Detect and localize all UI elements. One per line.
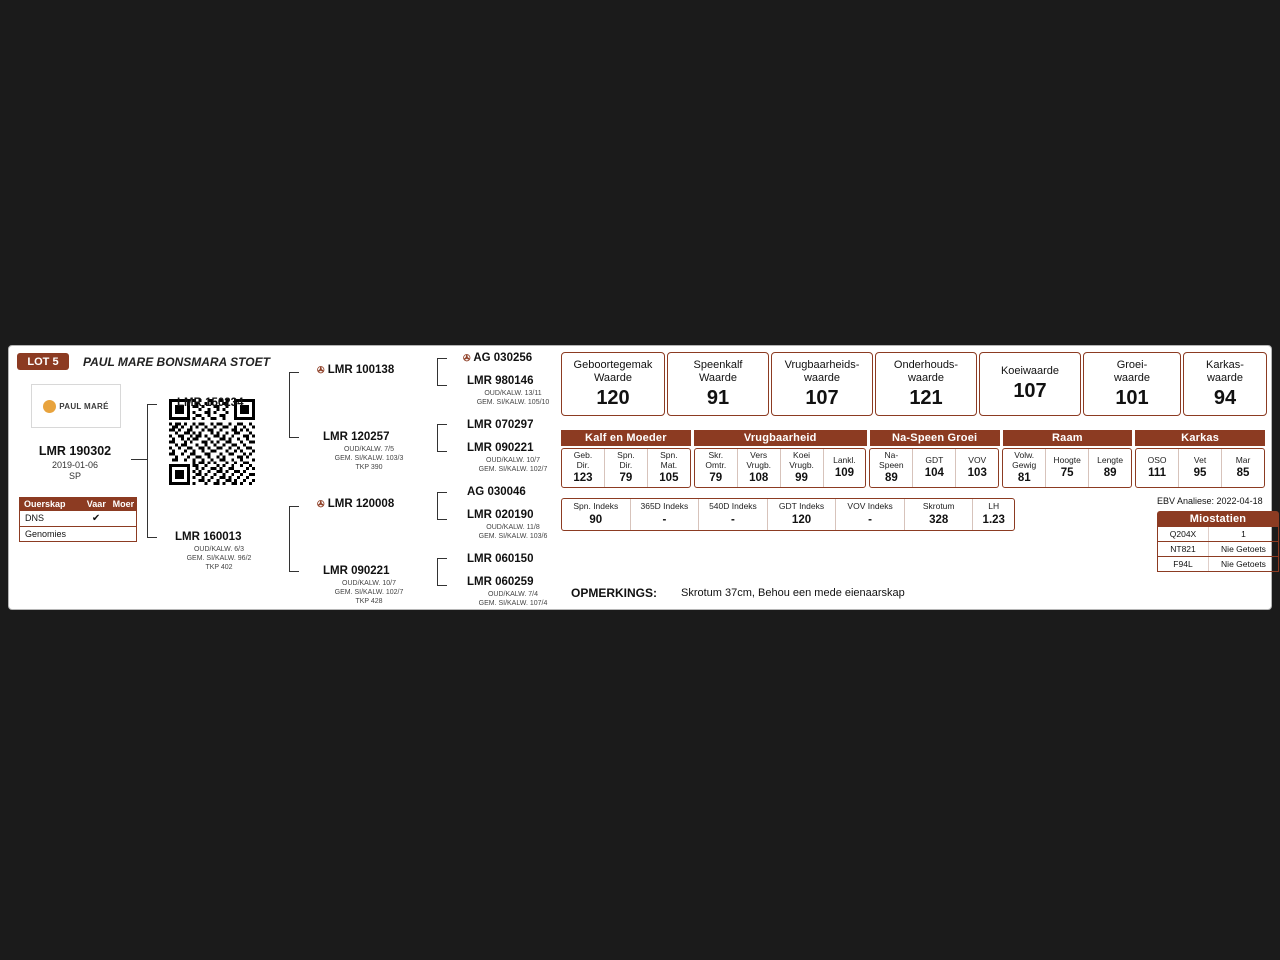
index-value: 94 [1213, 386, 1237, 409]
ebv-group-kalf-en-moeder: Kalf en Moeder [561, 430, 691, 446]
pedigree-gen3-5: AG 030046 [467, 486, 526, 498]
indeks-540d: 540D Indeks - [699, 499, 768, 530]
pedigree-dam-details: OUD/KALW. 6/3 GEM. SI/KALW. 96/2 TKP 402 [186, 546, 252, 571]
indeks-vov: VOV Indeks - [836, 499, 905, 530]
pedigree-bracket-gen1 [147, 404, 148, 538]
table-row [19, 527, 137, 542]
pedigree-connector [131, 459, 147, 460]
pedigree-gen3-8: LMR 060259 [467, 576, 534, 588]
ebv-cell-skr-omtr: Skr. Omtr. 79 [695, 449, 738, 487]
pedigree-gen2-1: ✇ LMR 100138 [317, 364, 395, 376]
pedigree-gen3-7: LMR 060150 [467, 553, 534, 565]
ebv-group-headers [561, 430, 1265, 446]
pedigree-gen3-2: LMR 980146 [467, 375, 534, 387]
semen-icon: ✇ [317, 365, 325, 375]
ebv-cell-geb-dir: Geb. Dir. 123 [562, 449, 605, 487]
ebv-cell-spn-dir: Spn. Dir. 79 [605, 449, 648, 487]
index-label: Onderhouds- waarde [893, 358, 959, 384]
index-box-vrugbaarheid [771, 352, 873, 416]
ebv-group-cells-kalf [561, 448, 691, 488]
remarks-label: OPMERKINGS: [571, 586, 658, 600]
index-box-groeiwaarde [1083, 352, 1181, 416]
semen-icon: ✇ [463, 353, 471, 363]
parentage-label-genomies: Genomies [25, 529, 67, 539]
index-value: 120 [596, 386, 630, 409]
ebv-cell-vov: VOV 103 [967, 454, 987, 480]
pedigree-dam: LMR 160013 [175, 531, 242, 543]
index-value: 91 [706, 386, 730, 409]
index-box-koeiwaarde [979, 352, 1081, 416]
pedigree-bracket-g3a [437, 358, 438, 386]
ebv-group-raam: Raam [1003, 430, 1133, 446]
pedigree-gen3-8-details: OUD/KALW. 7/4 GEM. SI/KALW. 107/4 [478, 591, 548, 607]
animal-birthdate: 2019-01-06 [51, 460, 99, 470]
ebv-group-cells-naspeen [869, 448, 999, 488]
pedigree-gen3-3: LMR 070297 [467, 419, 534, 431]
pedigree-gen2-2-details: OUD/KALW. 7/5 GEM. SI/KALW. 103/3 TKP 390 [334, 446, 404, 471]
miostatien-value-nt821: Nie Getoets [1221, 544, 1266, 554]
table-row [1157, 527, 1279, 542]
ebv-cell-spn-mat: Spn. Mat. 105 [659, 450, 679, 484]
indeks-365d: 365D Indeks - [631, 499, 700, 530]
stud-name: PAUL MARE BONSMARA STOET [83, 355, 270, 369]
miostatien-table [1157, 511, 1279, 572]
semen-icon: ✇ [317, 499, 325, 509]
miostatien-key-nt821: NT821 [1158, 542, 1209, 556]
logo-text: PAUL MARÉ [59, 401, 109, 411]
index-value: 101 [1115, 386, 1149, 409]
pedigree-bracket-g3b [437, 424, 438, 452]
ebv-group-cells-raam [1002, 448, 1132, 488]
parentage-header [19, 497, 137, 511]
indeks-lh: LH 1.23 [982, 501, 1005, 526]
ebv-cell-koei-vrugb: Koei Vrugb. 99 [781, 449, 824, 487]
pedigree-gen3-4-details: OUD/KALW. 10/7 GEM. SI/KALW. 102/7 [478, 457, 548, 473]
indeks-gdt: GDT Indeks 120 [768, 499, 837, 530]
pedigree-gen3-4: LMR 090221 [467, 442, 534, 454]
ebv-cell-gdt: GDT 104 [913, 449, 956, 487]
miostatien-key-q204x: Q204X [1158, 527, 1209, 541]
ebv-cell-mar: Mar 85 [1235, 454, 1251, 480]
ebv-table [561, 430, 1265, 488]
index-box-geboortegemak [561, 352, 665, 416]
index-label: Speenkalf Waarde [693, 358, 743, 384]
ebv-group-karkas: Karkas [1135, 430, 1265, 446]
table-row [1157, 542, 1279, 557]
pedigree-bracket-g3c [437, 492, 438, 520]
indeks-table [561, 498, 1015, 531]
ebv-cell-hoogte: Hoogte 75 [1046, 449, 1089, 487]
miostatien-value-q204x: 1 [1241, 529, 1246, 539]
parentage-table [19, 497, 137, 542]
indeks-skrotum: Skrotum 328 [905, 499, 974, 530]
parentage-genomies-moer [109, 527, 136, 541]
pedigree-bracket-dam [289, 506, 290, 572]
index-value: 107 [1013, 380, 1047, 402]
pedigree-gen2-2: LMR 120257 [323, 431, 390, 443]
lot-badge: LOT 5 [17, 353, 69, 370]
pedigree-bracket-sire [289, 372, 290, 438]
parentage-header-vaar: Vaar [86, 499, 106, 509]
pedigree-sire: LMR 150234 [177, 397, 244, 409]
table-row [19, 511, 137, 527]
ebv-cell-vet: Vet 95 [1179, 449, 1222, 487]
index-box-speenkalf [667, 352, 769, 416]
ebv-cell-lengte: Lengte 89 [1097, 454, 1124, 480]
ebv-cell-na-speen: Na- Speen 89 [870, 449, 913, 487]
animal-code: SP [68, 471, 81, 481]
index-label: Koeiwaarde [1000, 365, 1060, 377]
index-box-onderhoud [875, 352, 977, 416]
ebv-cell-vers-vrugb: Vers Vrugb. 108 [738, 449, 781, 487]
logo-circle-icon [43, 400, 56, 413]
parentage-dns-moer [109, 511, 136, 526]
ebv-cell-lankl: Lankl. 109 [833, 454, 856, 480]
animal-birth-info [19, 460, 131, 482]
breeder-logo [31, 384, 121, 428]
parentage-dns-vaar: ✔ [91, 513, 101, 524]
animal-record-sheet [8, 345, 1272, 610]
pedigree-gen3-6-details: OUD/KALW. 11/8 GEM. SI/KALW. 103/6 [478, 524, 548, 540]
index-label: Vrugbaarheids- waarde [784, 358, 860, 384]
remarks-text: Skrotum 37cm, Behou een mede eienaarskap [681, 587, 905, 599]
miostatien-title: Miostatien [1157, 511, 1279, 527]
ebv-group-cells-karkas [1135, 448, 1265, 488]
pedigree-gen3-1: ✇ AG 030256 [463, 352, 533, 364]
parentage-genomies-vaar [83, 527, 110, 541]
indeks-spn: Spn. Indeks 90 [562, 499, 631, 530]
parentage-header-ouerskap: Ouerskap [24, 499, 66, 509]
pedigree-gen2-3: ✇ LMR 120008 [317, 498, 395, 510]
ebv-value-rows [561, 448, 1265, 488]
ebv-cell-oso: OSO 111 [1136, 449, 1179, 487]
ebv-cell-volw-gewig: Volw. Gewig 81 [1003, 449, 1046, 487]
parentage-header-moer: Moer [112, 499, 135, 509]
index-label: Karkas- waarde [1206, 358, 1244, 384]
table-row [1157, 557, 1279, 572]
ebv-group-vrugbaarheid: Vrugbaarheid [694, 430, 867, 446]
miostatien-value-f94l: Nie Getoets [1221, 559, 1266, 569]
ebv-group-cells-vrugbaarheid [694, 448, 867, 488]
index-value: 121 [909, 386, 943, 409]
pedigree-gen3-2-details: OUD/KALW. 13/11 GEM. SI/KALW. 105/10 [476, 390, 550, 406]
pedigree-gen3-6: LMR 020190 [467, 509, 534, 521]
qr-code [169, 399, 255, 485]
pedigree-bracket-g3d [437, 558, 438, 586]
pedigree-gen2-4-details: OUD/KALW. 10/7 GEM. SI/KALW. 102/7 TKP 428 [334, 580, 404, 605]
pedigree-gen2-4: LMR 090221 [323, 565, 390, 577]
index-box-karkaswaarde [1183, 352, 1267, 416]
index-label: Groei- waarde [1113, 358, 1151, 384]
animal-id: LMR 190302 [38, 444, 112, 458]
miostatien-key-f94l: F94L [1158, 557, 1209, 571]
ebv-group-na-speen-groei: Na-Speen Groei [870, 430, 1000, 446]
index-value: 107 [805, 386, 839, 409]
index-label: Geboortegemak Waarde [573, 358, 653, 384]
parentage-label-dns: DNS [25, 513, 45, 523]
ebv-analysis-date: EBV Analiese: 2022-04-18 [1157, 496, 1263, 506]
